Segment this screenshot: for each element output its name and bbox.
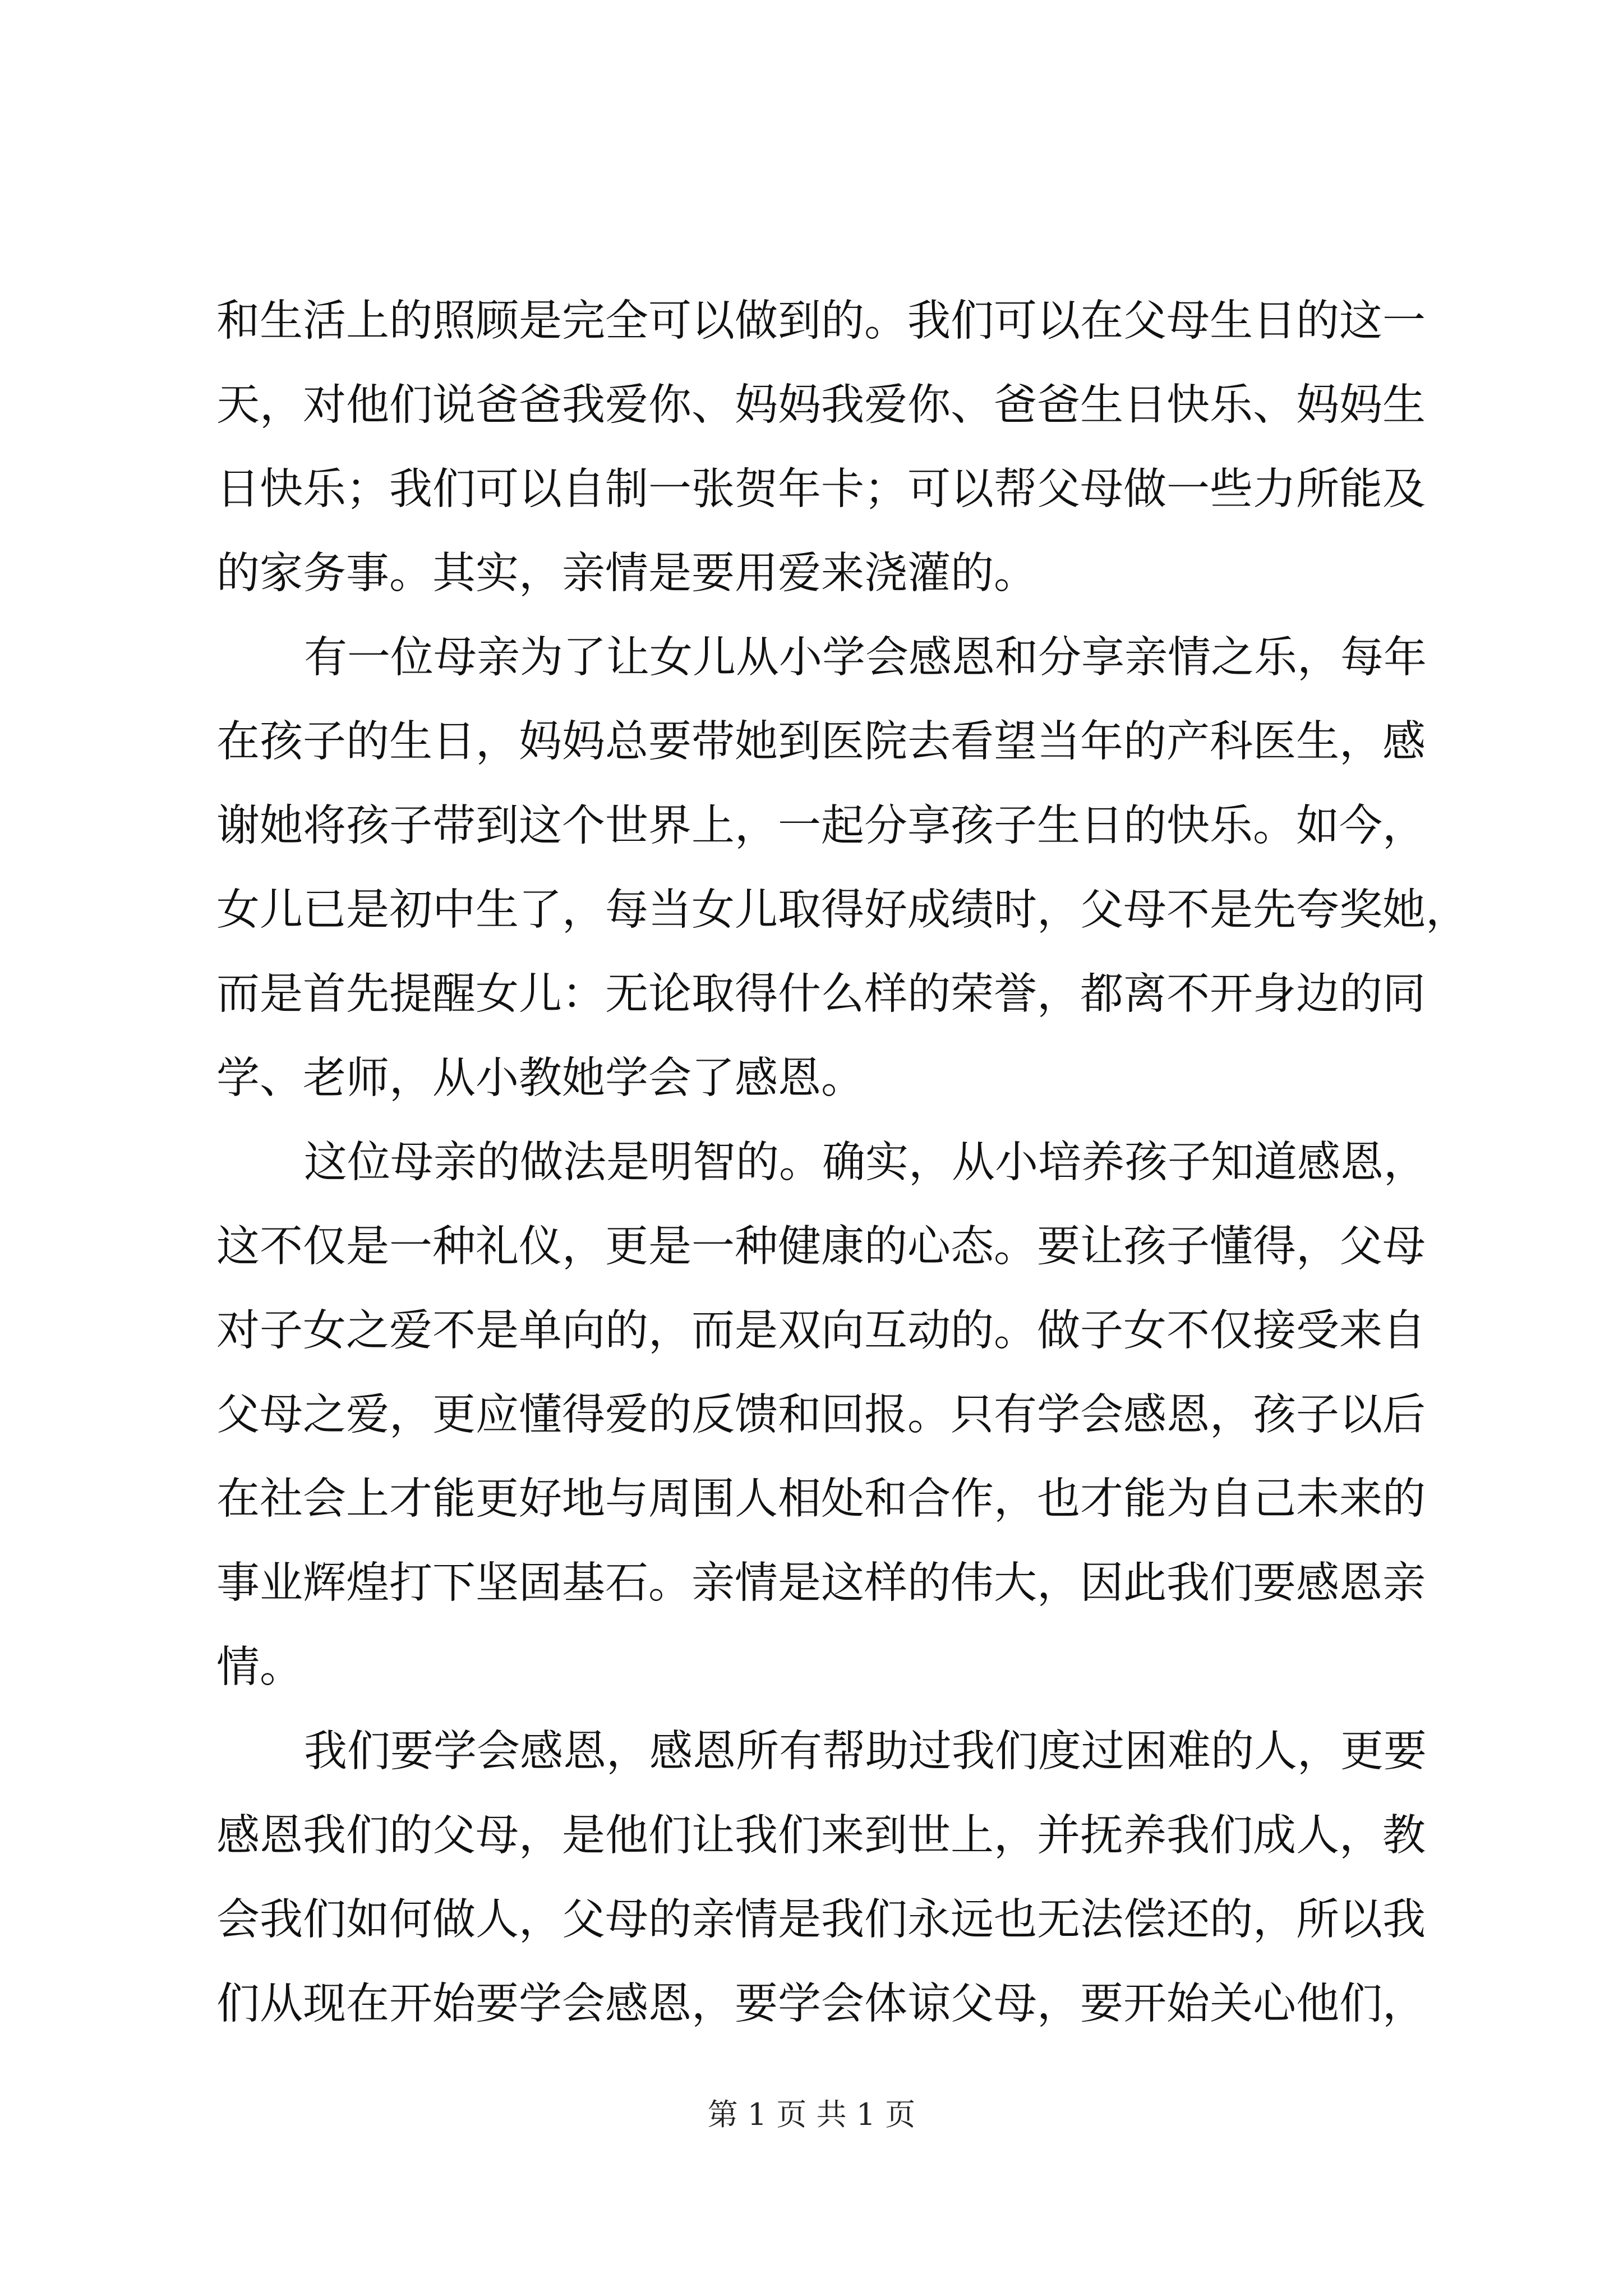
text-line: 这位母亲的做法是明智的。确实，从小培养孩子知道感恩，: [304, 1138, 1427, 1188]
text-line: 天，对他们说爸爸我爱你、妈妈我爱你、爸爸生日快乐、妈妈生: [216, 380, 1426, 430]
text-line: 女儿已是初中生了，每当女儿取得好成绩时，父母不是先夸奖她，: [216, 885, 1469, 935]
page-footer: [0, 2095, 1623, 2134]
text-line: 会我们如何做人，父母的亲情是我们永远也无法偿还的，所以我: [216, 1895, 1426, 1945]
text-line: 在社会上才能更好地与周围人相处和合作，也才能为自己未来的: [216, 1474, 1426, 1524]
text-line: 事业辉煌打下坚固基石。亲情是这样的伟大，因此我们要感恩亲: [216, 1558, 1426, 1608]
text-line: 在孩子的生日，妈妈总要带她到医院去看望当年的产科医生，感: [216, 717, 1426, 767]
paragraph: [216, 616, 1469, 1121]
text-line: 感恩我们的父母，是他们让我们来到世上，并抚养我们成人，教: [216, 1811, 1426, 1861]
text-line: 们从现在开始要学会感恩，要学会体谅父母，要开始关心他们，: [216, 1979, 1426, 2029]
text-line: 而是首先提醒女儿：无论取得什么样的荣誉，都离不开身边的同: [216, 969, 1426, 1019]
paragraph: [216, 1121, 1427, 1710]
text-line: 这不仅是一种礼仪，更是一种健康的心态。要让孩子懂得，父母: [216, 1222, 1426, 1272]
text-line: 的家务事。其实，亲情是要用爱来浇灌的。: [216, 549, 1037, 599]
text-line: 和生活上的照顾是完全可以做到的。我们可以在父母生日的这一: [216, 296, 1426, 346]
text-line: 谢她将孩子带到这个世界上，一起分享孩子生日的快乐。如今，: [216, 801, 1426, 851]
body-text: [216, 279, 1469, 2046]
text-line: 情。: [216, 1642, 303, 1692]
text-line: 对子女之爱不是单向的，而是双向互动的。做子女不仅接受来自: [216, 1306, 1426, 1356]
text-line: 有一位母亲为了让女儿从小学会感恩和分享亲情之乐，每年: [304, 633, 1427, 683]
paragraph: [216, 1710, 1427, 2046]
page-number-label: 第 1 页 共 1 页: [707, 2097, 916, 2132]
text-line: 我们要学会感恩，感恩所有帮助过我们度过困难的人，更要: [304, 1727, 1427, 1777]
text-line: 日快乐；我们可以自制一张贺年卡；可以帮父母做一些力所能及: [216, 464, 1426, 514]
text-line: 父母之爱，更应懂得爱的反馈和回报。只有学会感恩，孩子以后: [216, 1390, 1426, 1440]
text-line: 学、老师，从小教她学会了感恩。: [216, 1053, 864, 1103]
paragraph: [216, 279, 1426, 616]
